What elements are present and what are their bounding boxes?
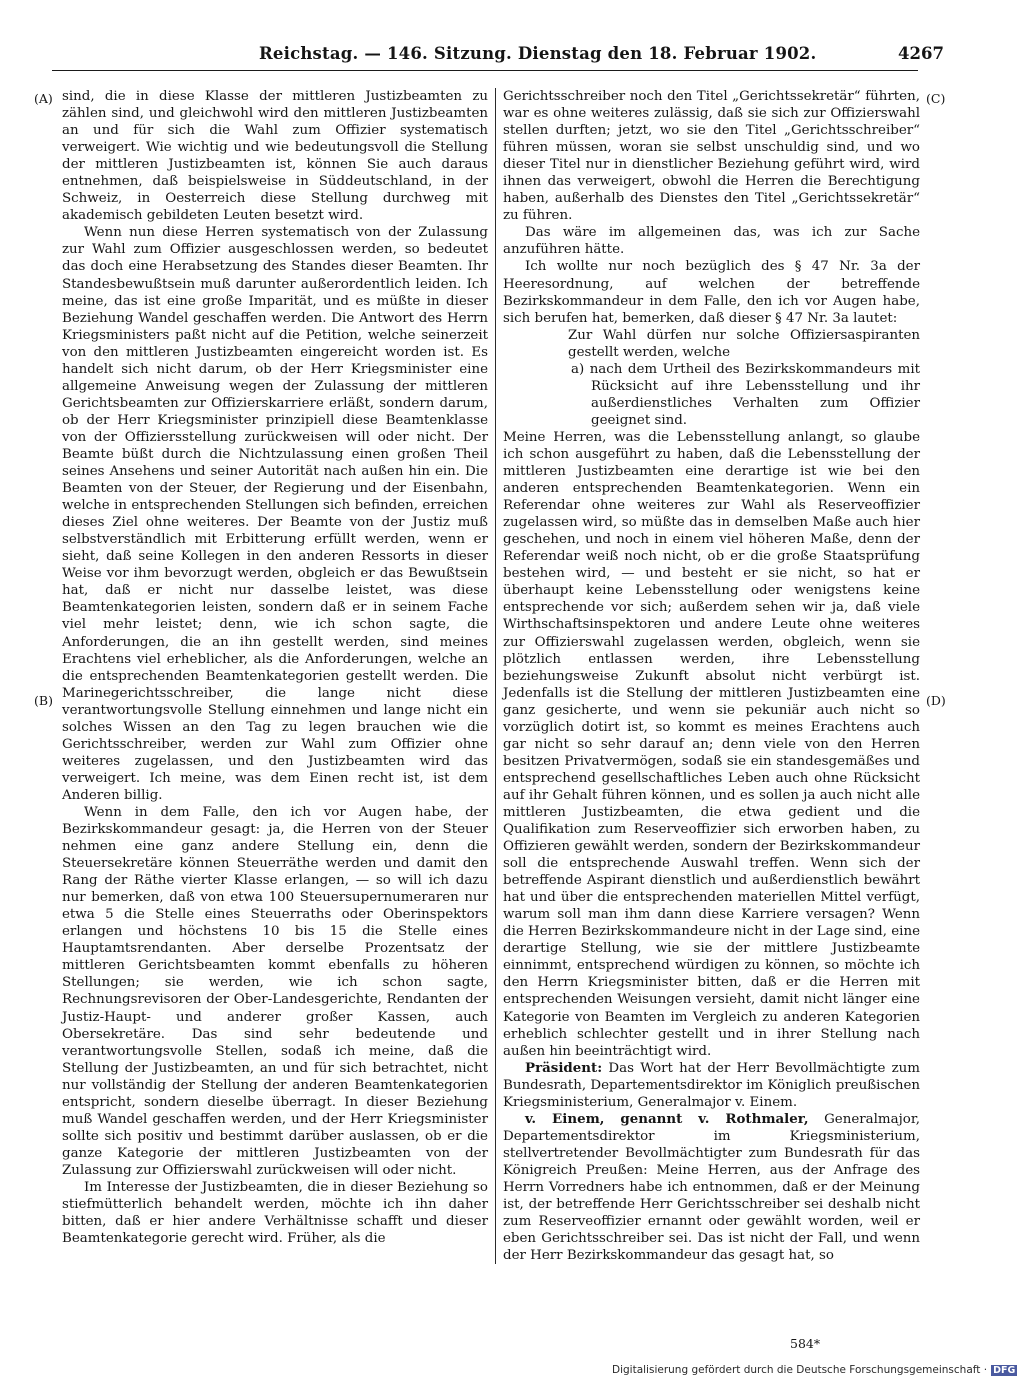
paragraph: Das wäre im allgemeinen das, was ich zur Sache anzuführen hätte. (503, 225, 920, 258)
paragraph: Gerichtsschreiber noch den Titel „Gerichtssekretär“ führten, war es ohne weiteres zulässig, daß sie sich zur Offizierswahl stellen durften; jetzt, wo sie den Titel „Gerichtsschreiber“ führen müssen, woran sie selbst unschuldig sind, und wo dieser Titel nur in dienstlicher Beziehung geführt wird, wird ihnen das verweigert, obwohl die Herren die Berechtigung haben, außerhalb des Dienstes den Titel „Gerichtssekretär“ zu führen. (503, 89, 920, 224)
margin-marker-c: (C) (926, 91, 946, 106)
header-rule (52, 70, 918, 71)
margin-marker-d: (D) (926, 693, 946, 708)
sheet-signature: 584* (790, 1336, 821, 1351)
speaker-name: v. Einem, genannt v. Rothmaler, (525, 1110, 809, 1127)
left-column (62, 88, 488, 1247)
dfg-logo: DFG (993, 1364, 1016, 1376)
speaker-text: Generalmajor, Departementsdirektor im Kriegsministerium, stellvertretender Bevollmächtigter zum Bundesrath für das Königreich Preußen: Meine Herren, aus der Anfrage des Herrn Vorredners habe ich entnommen, daß er der Meinung ist, der betreffende Herr Gerichtsschreiber sei deshalb nicht zum Reserveoffizier ernannt oder gewählt worden, weil er eben Gerichtsschreiber sei. Das ist nicht der Fall, und wenn der Herr Bezirkskommandeur das gesagt hat, so (503, 1111, 921, 1264)
right-column (503, 88, 920, 1264)
margin-marker-a: (A) (34, 91, 53, 106)
running-title: Reichstag. — 146. Sitzung. Dienstag den 18. Februar 1902. (259, 44, 817, 63)
paragraph: Im Interesse der Justizbeamten, die in dieser Beziehung so stiefmütterlich behandelt werden, möchte ich ihn daher bitten, daß er hier andere Verhältnisse schafft und dieser Beamtenkategorie gerecht wird. Früher, als die (62, 1180, 488, 1247)
speaker-text: Das Wort hat der Herr Bevollmächtigte zum Bundesrath, Departementsdirektor im Königlich preußischen Kriegsministerium, Generalmajor v. Einem. (503, 1060, 920, 1110)
paragraph: Wenn nun diese Herren systematisch von der Zulassung zur Wahl zum Offizier ausgeschlossen werden, so bedeutet das doch eine Herabsetzung des Standes dieser Beamten. Ihr Standesbewußtsein muß darunter außerordentlich leiden. Ich meine, das ist eine große Imparität, und es müßte in dieser Beziehung Wandel geschaffen werden. Die Antwort des Herrn Kriegsministers paßt nicht auf die Petition, welche seinerzeit von den mittleren Justizbeamten eingereicht worden ist. Es handelt sich nicht darum, ob der Herr Kriegsminister eine allgemeine Anweisung wegen der Zulassung der mittleren Gerichtsbeamten zur Offizierskarriere erläßt, sondern darum, ob der Herr Kriegsminister prinzipiell diese Beamtenklasse von der Offiziersstellung zurückweisen will oder nicht. Der Beamte büßt durch die Nichtzulassung einen großen Theil seines Ansehens und seiner Autorität nach außen hin ein. Die Beamten von der Steuer, der Regierung und der Eisenbahn, welche in entsprechenden Stellungen sich befinden, erreichen dieses Ziel ohne weiteres. Der Beamte von der Justiz muß selbstverständlich mit Erbitterung erfüllt werden, wenn er sieht, daß seine Kollegen in den anderen Ressorts in dieser Weise vor ihm bevorzugt werden, obgleich er das Bewußtsein hat, daß er nicht nur dasselbe leistet, was diese Beamtenkategorien leisten, sondern daß er in seinem Fache viel mehr leistet; denn, wie ich schon sagte, die Anforderungen, die an ihn gestellt werden, sind meines Erachtens viel erheblicher, als die Anforderungen, welche an die entsprechenden Beamtenkategorien gestellt werden. Die Marinegerichtsschreiber, die lange nicht diese verantwortungsvolle Stellung einnehmen und lange nicht ein solches Wissen an den Tag zu legen brauchen wie die Gerichtsschreiber, werden zur Wahl zum Offizier ohne weiteres zugelassen, und den Justizbeamten wird das verweigert. Ich meine, was dem Einen recht ist, ist dem Anderen billig. (62, 225, 488, 803)
margin-marker-b: (B) (34, 693, 53, 708)
paragraph: Ich wollte nur noch bezüglich des § 47 Nr. 3a der Heeresordnung, auf welchen der betreffende Bezirkskommandeur in dem Falle, den ich vor Augen habe, sich berufen hat, bemerken, daß dieser § 47 Nr. 3a lautet: (503, 259, 920, 326)
page-header (0, 0, 1000, 63)
page-number: 4267 (898, 44, 944, 63)
speaker-paragraph (503, 1060, 920, 1111)
paragraph: Meine Herren, was die Lebensstellung anlangt, so glaube ich schon ausgeführt zu haben, daß die Lebensstellung der mittleren Justizbeamten eine derartige ist wie bei den anderen entsprechenden Beamtenkategorien. Wenn ein Referendar ohne weiteres zur Wahl als Reserveoffizier zugelassen wird, so müßte das in demselben Maße auch hier geschehen, und noch in einem viel höheren Maße, denn der Referendar weiß noch nicht, ob er die große Staatsprüfung bestehen wird, — und besteht er sie nicht, so hat er überhaupt keine Lebensstellung oder wenigstens keine entsprechende vor sich; außerdem sehen wir ja, daß viele Wirthschaftsinspektoren und andere Leute ohne weiteres zur Offizierswahl zugelassen werden, obgleich, wenn sie plötzlich entlassen werden, ihre Lebensstellung beziehungsweise Zukunft absolut nicht verbürgt ist. Jedenfalls ist die Stellung der mittleren Justizbeamten eine ganz gesicherte, und wenn sie pekuniär auch nicht so vorzüglich dotirt ist, so kommt es meines Erachtens auch gar nicht so sehr darauf an; denn viele von den Herren besitzen Privatvermögen, sodaß sie ein standesgemäßes und entsprechend gesellschaftliches Leben auch ohne Rücksicht auf ihr Gehalt führen können, und es sollen ja auch nicht alle mittleren Justizbeamten, die etwa gedient und die Qualifikation zum Reserveoffizier sich erworben haben, zu Offizieren gewählt werden, sondern der Bezirkskommandeur soll die entsprechende Auswahl treffen. Wenn sich der betreffende Aspirant dienstlich und außerdienstlich bewährt hat und über die entsprechenden materiellen Mittel verfügt, warum soll man ihm dann diese Karriere versagen? Wenn die Herren Bezirkskommandeure nicht in der Lage sind, eine derartige Stellung, wie sie der mittlere Justizbeamte einnimmt, entsprechend würdigen zu können, so möchte ich den Herrn Kriegsminister bitten, daß er die Herren mit entsprechenden Weisungen versieht, damit nicht länger eine Kategorie von Beamten im Vergleich zu anderen Kategorien erheblich schlechter gestellt und in ihrer Stellung nach außen hin beeinträchtigt wird. (503, 429, 920, 1059)
quotation-intro: Zur Wahl dürfen nur solche Offiziersaspiranten gestellt werden, welche (568, 327, 920, 360)
speaker-name: Präsident: (525, 1059, 603, 1076)
digitization-footer (612, 1364, 1016, 1380)
speaker-paragraph (503, 1111, 920, 1264)
quotation-item: a) nach dem Urtheil des Bezirkskommandeurs mit Rücksicht auf ihre Lebensstellung und ihr außerdienstliches Verhalten zum Offizier geeignet sind. (571, 361, 920, 428)
paragraph: Wenn in dem Falle, den ich vor Augen habe, der Bezirkskommandeur gesagt: ja, die Herren von der Steuer nehmen eine ganz andere Stellung ein, denn die Steuersekretäre können Steuerräthe werden und damit den Rang der Räthe vierter Klasse erlangen, — so will ich dazu nur bemerken, daß von etwa 100 Steuersupernumeraren nur etwa 5 die Stelle eines Steuerraths oder Oberinspektors erlangen und höchstens 10 bis 15 die Stelle eines Hauptamtsrendanten. Aber derselbe Prozentsatz der mittleren Gerichtsbeamten kommt ebenfalls zu höheren Stellungen; sie werden, wie ich schon sagte, Rechnungsrevisoren der Ober-Landesgerichte, Rendanten der Justiz-Haupt- und anderer großer Kassen, auch Obersekretäre. Das sind sehr bedeutende und verantwortungsvolle Stellen, sodaß ich meine, daß die Stellung der Justizbeamten, an und für sich betrachtet, nicht nur vollständig der Stellung der anderen Beamtenkategorien entspricht, sondern dieselbe überragt. In dieser Beziehung muß Wandel geschaffen werden, und der Herr Kriegsminister sollte sich positiv und bestimmt darüber auslassen, ob er die ganze Kategorie der mittleren Justizbeamten von der Zulassung zur Offizierswahl zurückweisen will oder nicht. (62, 804, 488, 1178)
paragraph: sind, die in diese Klasse der mittleren Justizbeamten zu zählen sind, und gleichwohl wird den mittleren Justizbeamten an und für sich die Wahl zum Offizier systematisch verweigert. Wie wichtig und wie bedeutungsvoll die Stellung der mittleren Justizbeamten ist, können Sie auch daraus entnehmen, daß beispielsweise in Süddeutschland, in der Schweiz, in Oesterreich diese Stellung durchweg mit akademisch gebildeten Leuten besetzt wird. (62, 89, 488, 224)
column-divider (495, 88, 496, 1264)
footer-text: Digitalisierung gefördert durch die Deutsche Forschungsgemeinschaft · (612, 1364, 988, 1376)
